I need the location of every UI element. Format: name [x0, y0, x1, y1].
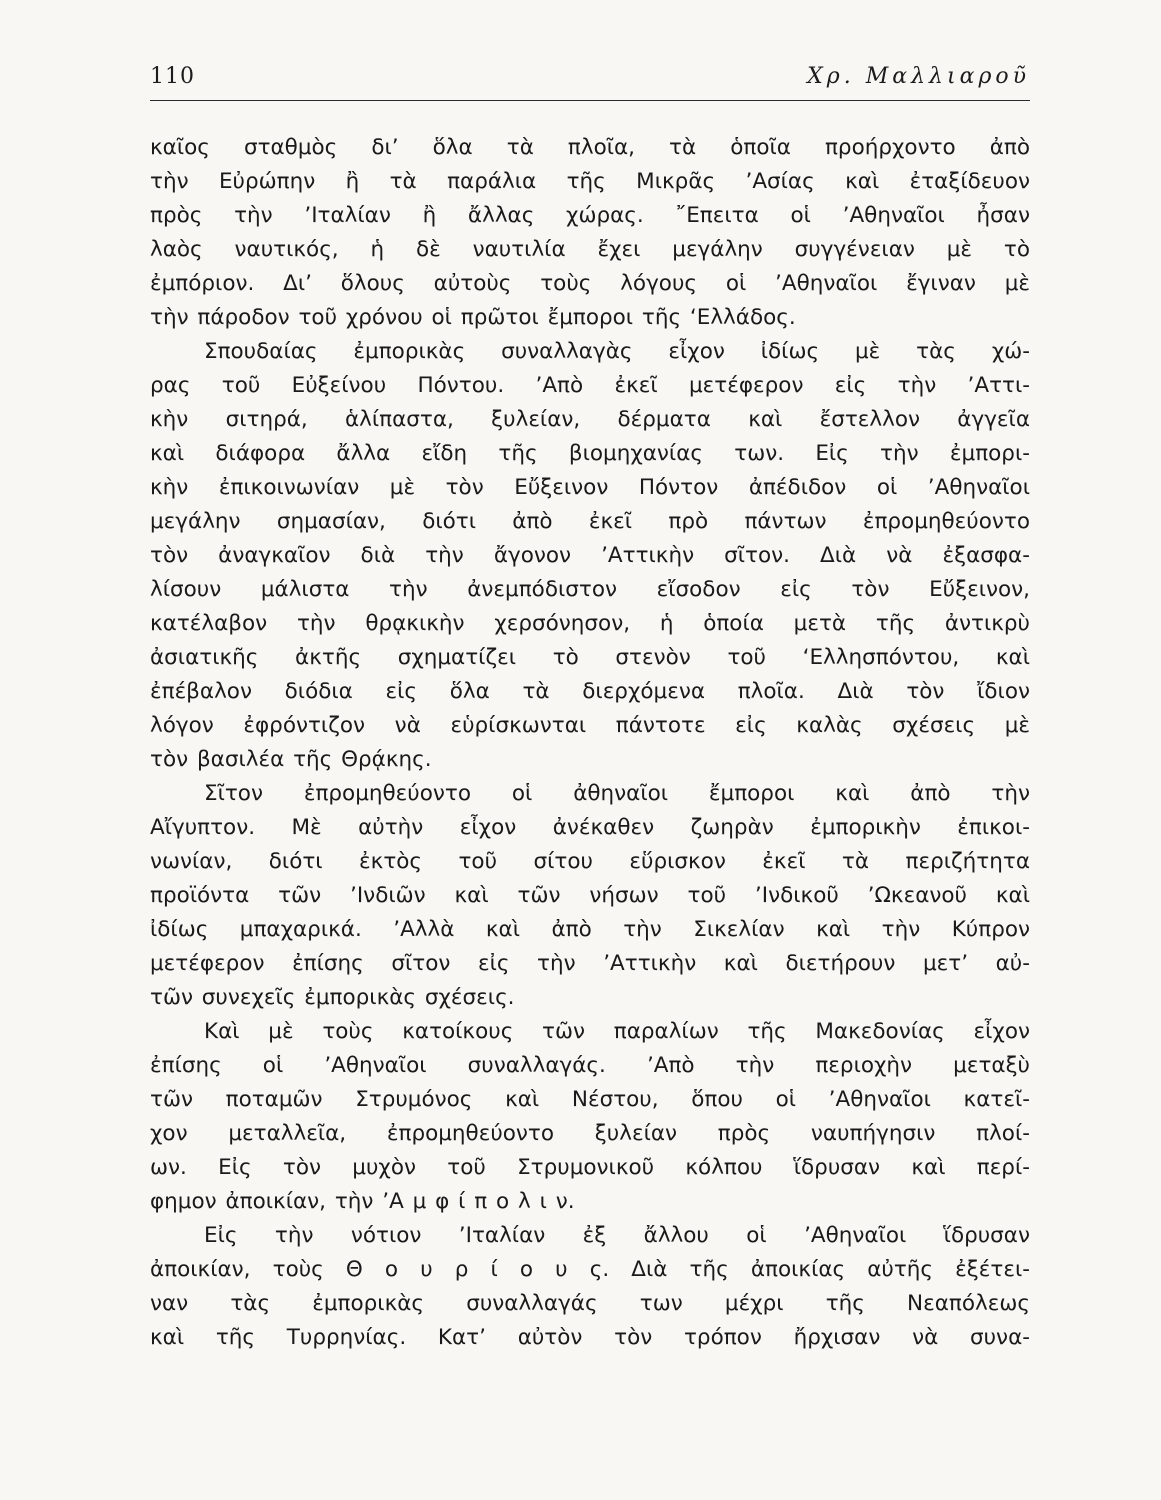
page-number: 110 [150, 64, 195, 89]
text-line: ἀσιατικῆς ἀκτῆς σχηματίζει τὸ στενὸν τοῦ ‘Ελλησπόντου, καὶ [150, 645, 1030, 670]
text-line: πρὸς τὴν ’Ιταλίαν ἢ ἄλλας χώρας. ῎Επειτα οἱ ’Αθηναῖοι ἦσαν [150, 203, 1030, 228]
text-line: ἀποικίαν, τοὺς Θ ο υ ρ ί ο υ ς. Διὰ τῆς ἀποικίας αὐτῆς ἐξέτει- [150, 1257, 1030, 1282]
text-line: τῶν συνεχεῖς ἐμπορικὰς σχέσεις. [150, 985, 515, 1010]
text-line: Αἴγυπτον. Μὲ αὐτὴν εἶχον ἀνέκαθεν ζωηρὰν ἐμπορικὴν ἐπικοι- [150, 815, 1030, 840]
text-line: κὴν ἐπικοινωνίαν μὲ τὸν Εὔξεινον Πόντον ἀπέδιδον οἱ ’Αθηναῖοι [150, 475, 1030, 500]
text-line: φημον ἀποικίαν, τὴν ’Α μ φ ί π ο λ ι ν. [150, 1189, 575, 1214]
text-line: ναν τὰς ἐμπορικὰς συναλλαγάς των μέχρι τῆς Νεαπόλεως [150, 1291, 1030, 1316]
text-line: τὴν Εὐρώπην ἢ τὰ παράλια τῆς Μικρᾶς ’Ασίας καὶ ἐταξίδευον [150, 169, 1030, 194]
text-line: χον μεταλλεῖα, ἐπρομηθεύοντο ξυλείαν πρὸς ναυπήγησιν πλοί- [150, 1121, 1030, 1146]
text-line: ων. Εἰς τὸν μυχὸν τοῦ Στρυμονικοῦ κόλπου ἵδρυσαν καὶ περί- [150, 1155, 1030, 1180]
text-line: ἐμπόριον. Δι’ ὅλους αὐτοὺς τοὺς λόγους οἱ ’Αθηναῖοι ἔγιναν μὲ [150, 271, 1030, 296]
text-line: κατέλαβον τὴν θρᾳκικὴν χερσόνησον, ἡ ὁποία μετὰ τῆς ἀντικρὺ [150, 611, 1030, 636]
text-line: λόγον ἐφρόντιζον νὰ εὑρίσκωνται πάντοτε εἰς καλὰς σχέσεις μὲ [150, 713, 1030, 738]
header-rule [150, 100, 1030, 101]
text-line: λαὸς ναυτικός, ἡ δὲ ναυτιλία ἔχει μεγάλην συγγένειαν μὲ τὸ [150, 237, 1030, 262]
text-line: καῖος σταθμὸς δι’ ὅλα τὰ πλοῖα, τὰ ὁποῖα προήρχοντο ἀπὸ [150, 135, 1030, 160]
paragraph-first-line: Καὶ μὲ τοὺς κατοίκους τῶν παραλίων τῆς Μακεδονίας εἶχον [204, 1019, 1030, 1044]
running-head-author: Χρ. Μαλλιαροῦ [807, 64, 1030, 89]
text-line: ἐπέβαλον διόδια εἰς ὅλα τὰ διερχόμενα πλοῖα. Διὰ τὸν ἴδιον [150, 679, 1030, 704]
text-line: τὴν πάροδον τοῦ χρόνου οἱ πρῶτοι ἔμποροι τῆς ‘Ελλάδος. [150, 305, 796, 330]
text-line: ἐπίσης οἱ ’Αθηναῖοι συναλλαγάς. ’Απὸ τὴν περιοχὴν μεταξὺ [150, 1053, 1030, 1078]
text-line: κὴν σιτηρά, ἁλίπαστα, ξυλείαν, δέρματα καὶ ἔστελλον ἀγγεῖα [150, 407, 1030, 432]
paragraph-first-line: Εἰς τὴν νότιον ’Ιταλίαν ἐξ ἄλλου οἱ ’Αθηναῖοι ἵδρυσαν [204, 1223, 1030, 1248]
text-line: μετέφερον ἐπίσης σῖτον εἰς τὴν ’Αττικὴν καὶ διετήρουν μετ’ αὐ- [150, 951, 1030, 976]
text-line: λίσουν μάλιστα τὴν ἀνεμπόδιστον εἴσοδον εἰς τὸν Εὔξεινον, [150, 577, 1030, 602]
text-line: τὸν βασιλέα τῆς Θρᾴκης. [150, 747, 432, 772]
body-text [150, 131, 1030, 1355]
text-line: τῶν ποταμῶν Στρυμόνος καὶ Νέστου, ὅπου οἱ ’Αθηναῖοι κατεῖ- [150, 1087, 1030, 1112]
page-header [150, 64, 1030, 98]
paragraph-first-line: Σῖτον ἐπρομηθεύοντο οἱ ἀθηναῖοι ἔμποροι καὶ ἀπὸ τὴν [204, 781, 1030, 806]
text-line: καὶ τῆς Τυρρηνίας. Κατ’ αὐτὸν τὸν τρόπον ἤρχισαν νὰ συνα- [150, 1325, 1030, 1350]
text-line: μεγάλην σημασίαν, διότι ἀπὸ ἐκεῖ πρὸ πάντων ἐπρομηθεύοντο [150, 509, 1030, 534]
text-line: προϊόντα τῶν ’Ινδιῶν καὶ τῶν νήσων τοῦ ’Ινδικοῦ ’Ωκεανοῦ καὶ [150, 883, 1030, 908]
text-line: ἰδίως μπαχαρικά. ’Αλλὰ καὶ ἀπὸ τὴν Σικελίαν καὶ τὴν Κύπρον [150, 917, 1030, 942]
text-line: νωνίαν, διότι ἐκτὸς τοῦ σίτου εὕρισκον ἐκεῖ τὰ περιζήτητα [150, 849, 1030, 874]
paragraph-first-line: Σπουδαίας ἐμπορικὰς συναλλαγὰς εἶχον ἰδίως μὲ τὰς χώ- [204, 339, 1030, 364]
text-line: ρας τοῦ Εὐξείνου Πόντου. ’Απὸ ἐκεῖ μετέφερον εἰς τὴν ’Αττι- [150, 373, 1030, 398]
text-line: τὸν ἀναγκαῖον διὰ τὴν ἄγονον ’Αττικὴν σῖτον. Διὰ νὰ ἐξασφα- [150, 543, 1030, 568]
text-line: καὶ διάφορα ἄλλα εἴδη τῆς βιομηχανίας των. Εἰς τὴν ἐμπορι- [150, 441, 1030, 466]
